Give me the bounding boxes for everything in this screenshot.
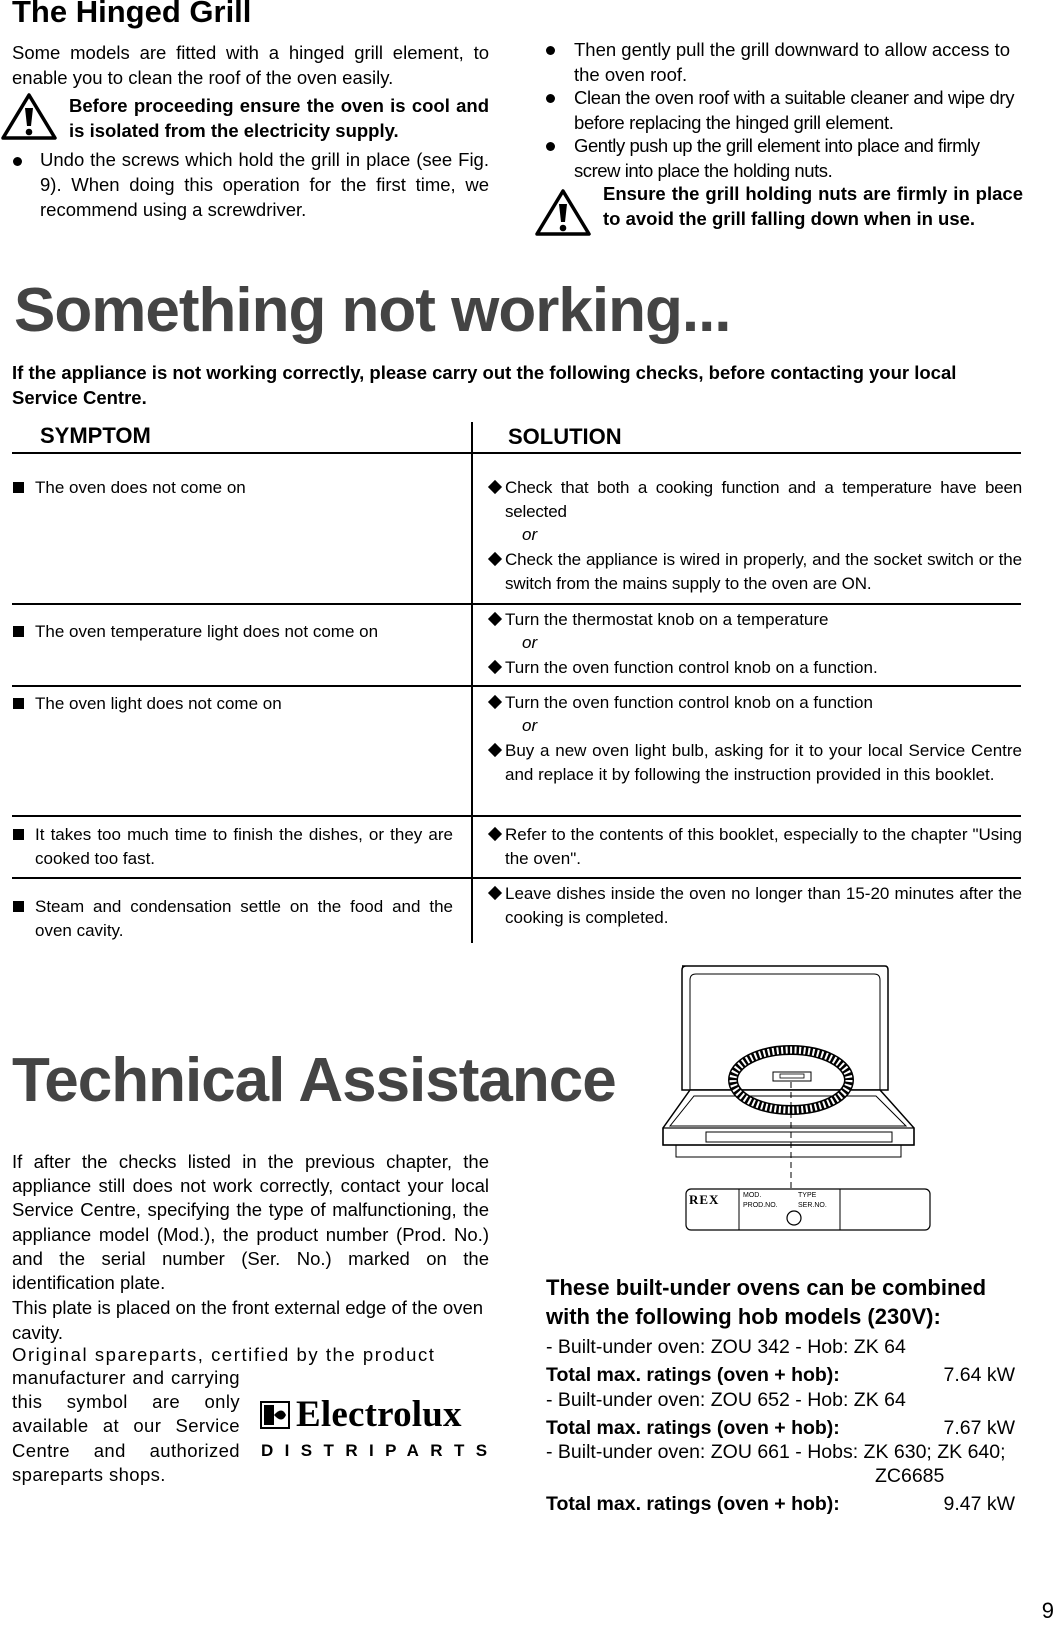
table-column-divider xyxy=(471,422,473,943)
grill-step-2: Then gently pull the grill downward to allow access to the oven roof. xyxy=(574,39,1011,85)
or-label: or xyxy=(522,525,538,544)
column-header-symptom: SYMPTOM xyxy=(40,423,151,448)
bullet-diamond xyxy=(488,695,502,709)
table-row-symptom: The oven light does not come on xyxy=(35,694,282,713)
bullet-diamond xyxy=(488,827,502,841)
combo-total-label: Total max. ratings (oven + hob): xyxy=(546,1493,840,1515)
assistance-paragraph-2: This plate is placed on the front external edge of the oven cavity. xyxy=(12,1297,484,1343)
bullet-dot xyxy=(546,46,555,55)
combo-total-value: 9.47 kW xyxy=(943,1493,1015,1515)
bullet-diamond xyxy=(488,743,502,757)
combo-total-value: 7.67 kW xyxy=(943,1417,1015,1439)
bullet-dot xyxy=(546,142,555,151)
bullet-diamond xyxy=(488,552,502,566)
plate-brand: REX xyxy=(689,1192,720,1207)
table-row-solution: Turn the oven function control knob on a function xyxy=(505,693,873,712)
combos-title: These built-under ovens can be combined with the following hob models (230V): xyxy=(546,1275,987,1329)
plate-mod-label: MOD. xyxy=(743,1192,762,1199)
combo-total-row xyxy=(546,1362,1018,1389)
bullet-square xyxy=(13,698,24,709)
grill-step-4: Gently push up the grill element into place and firmly screw into place the holding nuts. xyxy=(574,135,980,181)
electrolux-logo-icon xyxy=(260,1400,290,1430)
assistance-paragraph-1: If after the checks listed in the previous chapter, the appliance still does not work correctly, contact your local Service Centre, specifying the type of malfunctioning, the appliance model (Mod.), the product number (Prod. No.) and the serial number (Ser. No.) marked on the identification plate. xyxy=(12,1151,489,1294)
combo-total-row xyxy=(546,1491,1018,1518)
table-rule xyxy=(12,603,1021,605)
bullet-diamond xyxy=(488,480,502,494)
section-title-hinged-grill: The Hinged Grill xyxy=(12,0,252,29)
grill-warning-2: Ensure the grill holding nuts are firmly in place to avoid the grill falling down when in use. xyxy=(603,183,1023,229)
table-row-solution: Check the appliance is wired in properly, and the socket switch or the switch from the mains supply to the oven are ON. xyxy=(505,550,1022,593)
table-row-symptom: The oven does not come on xyxy=(35,478,246,497)
table-row-symptom: Steam and condensation settle on the food and the oven cavity. xyxy=(35,897,453,940)
section-title-something-not-working: Something not working... xyxy=(14,276,731,345)
grill-warning-1: Before proceeding ensure the oven is cool and is isolated from the electricity supply. xyxy=(69,95,489,141)
assistance-paragraph-3-lead: Original spareparts, certified by the product xyxy=(12,1344,436,1365)
table-row-solution: Refer to the contents of this booklet, especially to the chapter "Using the oven". xyxy=(505,825,1022,868)
warning-icon xyxy=(534,188,592,238)
plate-prod-label: PROD.NO. xyxy=(743,1202,778,1209)
distriparts-wordmark: DISTRIPARTS xyxy=(261,1441,499,1460)
combo-total-label: Total max. ratings (oven + hob): xyxy=(546,1417,840,1439)
warning-icon xyxy=(0,92,58,142)
table-row-symptom: It takes too much time to finish the dishes, or they are cooked too fast. xyxy=(35,825,453,868)
bullet-square xyxy=(13,829,24,840)
table-rule xyxy=(12,815,1021,817)
electrolux-logo-wordmark: Electrolux xyxy=(296,1394,462,1435)
grill-step-1: Undo the screws which hold the grill in place (see Fig. 9). When doing this operation for the first time, we recommend using a screwdriver. xyxy=(40,149,489,220)
table-row-solution: Check that both a cooking function and a temperature have been selected xyxy=(505,478,1022,521)
troubleshoot-intro: If the appliance is not working correctly, please carry out the following checks, before contacting your local Service Centre. xyxy=(12,362,957,408)
table-row-symptom: The oven temperature light does not come on xyxy=(35,622,379,641)
oven-rating-plate-diagram xyxy=(660,960,940,1290)
table-row-solution: Buy a new oven light bulb, asking for it to your local Service Centre and replace it by following the instruction provided in this booklet. xyxy=(505,741,1022,784)
bullet-diamond xyxy=(488,660,502,674)
combo-line: - Built-under oven: ZOU 652 - Hob: ZK 64 xyxy=(546,1389,906,1411)
combo-line: - Built-under oven: ZOU 342 - Hob: ZK 64 xyxy=(546,1336,906,1358)
table-row-solution: Turn the oven function control knob on a function. xyxy=(505,658,878,677)
combo-line: - Built-under oven: ZOU 661 - Hobs: ZK 630; ZK 640; xyxy=(546,1441,1006,1463)
combo-total-value: 7.64 kW xyxy=(943,1364,1015,1386)
bullet-dot xyxy=(13,157,22,166)
section-title-technical-assistance: Technical Assistance xyxy=(12,1046,616,1115)
table-rule xyxy=(12,877,1021,879)
combo-total-row xyxy=(546,1415,1018,1442)
bullet-square xyxy=(13,901,24,912)
grill-step-3: Clean the oven roof with a suitable cleaner and wipe dry before replacing the hinged grill element. xyxy=(574,87,1015,133)
plate-ser-label: SER.NO. xyxy=(798,1202,827,1209)
combo-line-continued: ZC6685 xyxy=(875,1465,945,1487)
combo-total-label: Total max. ratings (oven + hob): xyxy=(546,1364,840,1386)
plate-type-label: TYPE xyxy=(798,1192,817,1199)
column-header-solution: SOLUTION xyxy=(508,424,622,449)
grill-intro: Some models are fitted with a hinged grill element, to enable you to clean the roof of the oven easily. xyxy=(12,42,489,88)
bullet-diamond xyxy=(488,612,502,626)
or-label: or xyxy=(522,716,538,735)
page-number: 9 xyxy=(1041,1598,1054,1623)
bullet-dot xyxy=(546,94,555,103)
bullet-square xyxy=(13,482,24,493)
assistance-paragraph-3: manufacturer and carrying this symbol are only available at our Service Centre and authorized spareparts shops. xyxy=(12,1367,240,1485)
or-label: or xyxy=(522,633,538,652)
table-rule xyxy=(12,685,1021,687)
table-row-solution: Leave dishes inside the oven no longer than 15-20 minutes after the cooking is completed. xyxy=(505,884,1022,927)
table-row-solution: Turn the thermostat knob on a temperature xyxy=(505,610,829,629)
table-rule xyxy=(12,452,1021,454)
bullet-diamond xyxy=(488,886,502,900)
bullet-square xyxy=(13,626,24,637)
